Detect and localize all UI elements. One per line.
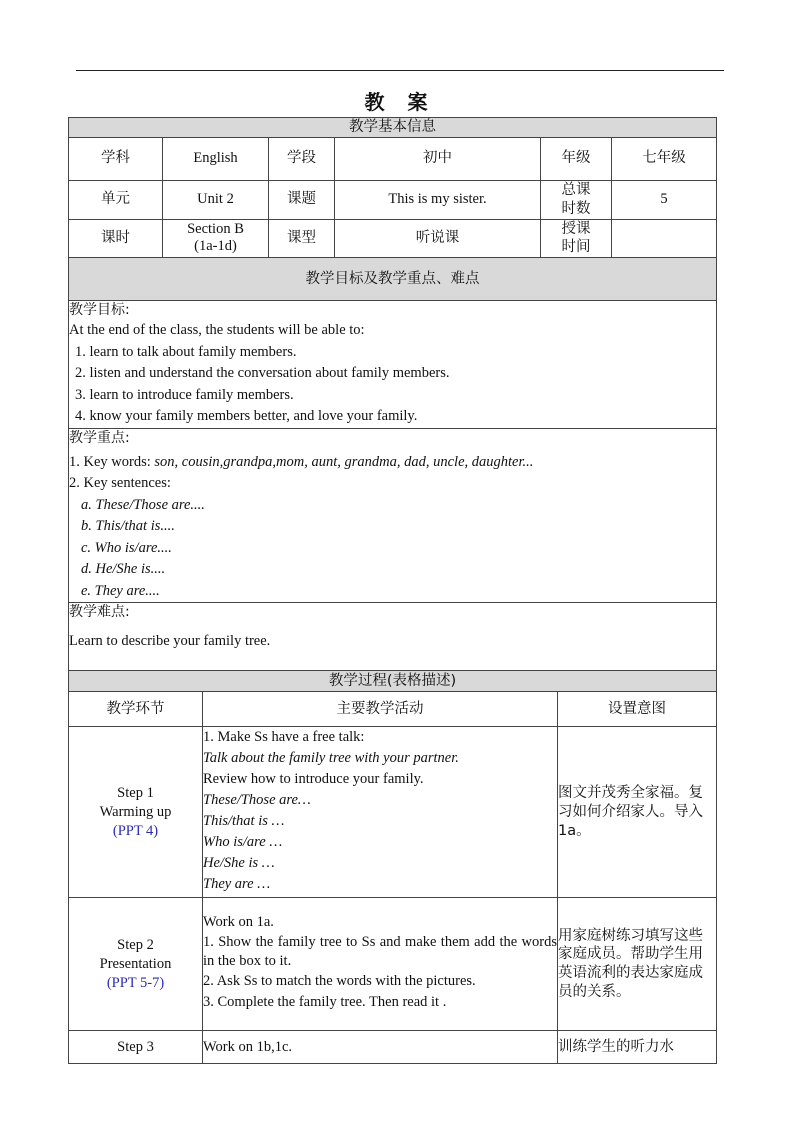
key-words: son, cousin,grandpa,mom, aunt, grandma, dad, uncle, daughter... bbox=[154, 453, 534, 470]
total-hours-label-line1: 总课 bbox=[561, 181, 591, 198]
activity-line: Work on 1a. bbox=[203, 914, 274, 931]
total-hours-label-line2: 时数 bbox=[561, 200, 591, 217]
step-2-ppt: (PPT 5-7) bbox=[106, 974, 165, 991]
objective-item: 3. learn to introduce family members. bbox=[75, 386, 294, 403]
key-sentence-item: e. They are.... bbox=[81, 582, 160, 599]
basic-info-header: 教学基本信息 bbox=[69, 118, 717, 138]
goals-header: 教学目标及教学重点、难点 bbox=[69, 258, 717, 301]
key-sentence-item: a. These/Those are.... bbox=[81, 496, 205, 513]
step-2-name: Presentation bbox=[99, 955, 172, 972]
page-title: 教 案 bbox=[364, 90, 436, 114]
lesson-plan-table bbox=[68, 117, 717, 1064]
period-value bbox=[163, 219, 269, 258]
objectives-intro: At the end of the class, the students will be able to: bbox=[69, 322, 365, 339]
total-hours-label bbox=[541, 180, 612, 219]
step-2-purpose: 用家庭树练习填写这些家庭成员。帮助学生用英语流利的表达家庭成员的关系。 bbox=[558, 898, 717, 1031]
teaching-time-label-line1: 授课 bbox=[561, 220, 591, 237]
activity-line: Talk about the family tree with your partner. bbox=[203, 750, 459, 767]
step-1-ppt: (PPT 4) bbox=[112, 822, 159, 839]
activity-line: They are … bbox=[203, 876, 271, 893]
step-2-number: Step 2 bbox=[117, 936, 154, 953]
objective-item: 1. learn to talk about family members. bbox=[75, 343, 297, 360]
header-rule bbox=[76, 70, 724, 71]
stage-label: 学段 bbox=[269, 137, 335, 180]
teaching-time-value bbox=[612, 219, 717, 258]
topic-value: This is my sister. bbox=[335, 180, 541, 219]
grade-label: 年级 bbox=[541, 137, 612, 180]
step-2-activities bbox=[203, 898, 558, 1031]
difficult-points-text: Learn to describe your family tree. bbox=[69, 633, 271, 650]
activity-line: 1. Make Ss have a free talk: bbox=[203, 729, 365, 746]
step-1-name: Warming up bbox=[99, 803, 172, 820]
objective-item: 2. listen and understand the conversation about family members. bbox=[75, 365, 450, 382]
lesson-type-value: 听说课 bbox=[335, 219, 541, 258]
process-header: 教学过程(表格描述) bbox=[69, 671, 717, 692]
key-points-block bbox=[69, 428, 717, 603]
grade-value: 七年级 bbox=[612, 137, 717, 180]
key-words-prefix: 1. Key words: bbox=[69, 453, 155, 470]
objectives-block bbox=[69, 301, 717, 429]
objectives-label: 教学目标: bbox=[69, 302, 130, 319]
step-2-cell bbox=[69, 898, 203, 1031]
subject-label: 学科 bbox=[69, 137, 163, 180]
stage-value: 初中 bbox=[335, 137, 541, 180]
col-header-activity: 主要教学活动 bbox=[203, 692, 558, 727]
step-3-activity: Work on 1b,1c. bbox=[203, 1031, 558, 1064]
activity-line: 2. Ask Ss to match the words with the pictures. bbox=[203, 973, 476, 990]
step-1-cell bbox=[69, 727, 203, 898]
activity-line: He/She is … bbox=[203, 855, 275, 872]
activity-line: 3. Complete the family tree. Then read it . bbox=[203, 994, 447, 1011]
col-header-purpose: 设置意图 bbox=[558, 692, 717, 727]
topic-label: 课题 bbox=[269, 180, 335, 219]
teaching-time-label-line2: 时间 bbox=[561, 239, 591, 256]
step-1-purpose: 图文并茂秀全家福。复习如何介绍家人。导入1a。 bbox=[558, 727, 717, 898]
step-3-purpose: 训练学生的听力水 bbox=[558, 1031, 717, 1064]
subject-value: English bbox=[163, 137, 269, 180]
key-points-label: 教学重点: bbox=[69, 429, 130, 446]
activity-line: Who is/are … bbox=[203, 834, 283, 851]
lesson-type-label: 课型 bbox=[269, 219, 335, 258]
key-sentence-item: d. He/She is.... bbox=[81, 561, 166, 578]
period-value-line1: Section B bbox=[187, 221, 244, 238]
period-label: 课时 bbox=[69, 219, 163, 258]
objective-item: 4. know your family members better, and love your family. bbox=[75, 408, 418, 425]
key-words-line bbox=[69, 452, 716, 474]
key-sentence-item: c. Who is/are.... bbox=[81, 539, 172, 556]
col-header-stage: 教学环节 bbox=[69, 692, 203, 727]
step-1-number: Step 1 bbox=[117, 784, 154, 801]
activity-line: This/that is … bbox=[203, 813, 285, 830]
unit-label: 单元 bbox=[69, 180, 163, 219]
activity-line: Review how to introduce your family. bbox=[203, 771, 424, 788]
difficult-points-block bbox=[69, 603, 717, 671]
period-value-line2: (1a-1d) bbox=[194, 238, 237, 255]
key-sentences-label: 2. Key sentences: bbox=[69, 475, 171, 492]
teaching-time-label bbox=[541, 219, 612, 258]
difficult-points-label: 教学难点: bbox=[69, 604, 130, 621]
activity-line: These/Those are… bbox=[203, 792, 311, 809]
total-hours-value: 5 bbox=[612, 180, 717, 219]
step-1-activities bbox=[203, 727, 558, 898]
key-sentence-item: b. This/that is.... bbox=[81, 518, 175, 535]
step-3-number: Step 3 bbox=[69, 1031, 203, 1064]
unit-value: Unit 2 bbox=[163, 180, 269, 219]
activity-line: 1. Show the family tree to Ss and make them add the words in the box to it. bbox=[203, 934, 557, 970]
